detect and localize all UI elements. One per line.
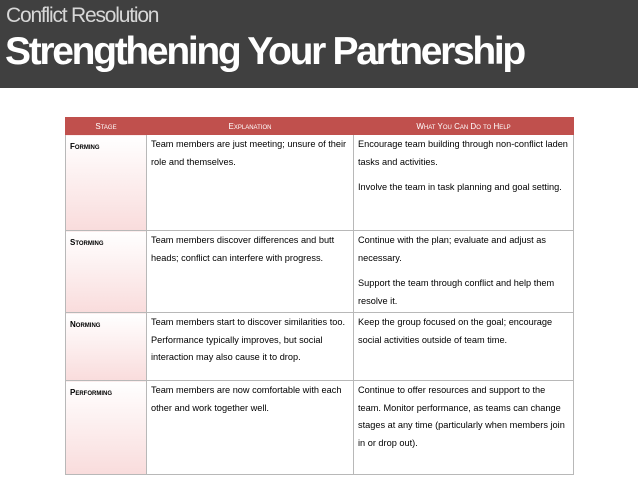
stage-cell: Storming <box>66 231 147 313</box>
stage-cell: Norming <box>66 313 147 381</box>
table-header-row <box>66 118 574 135</box>
table-row <box>66 231 574 313</box>
help-text: Encourage team building through non-conflict laden tasks and activities. <box>358 139 568 167</box>
help-cell <box>354 381 574 475</box>
explanation-cell: Team members discover differences and butt heads; conflict can interfere with progress. <box>147 231 354 313</box>
title-bar <box>0 0 638 88</box>
help-cell <box>354 135 574 231</box>
help-text: Continue with the plan; evaluate and adjust as necessary. <box>358 235 546 263</box>
table-row <box>66 135 574 231</box>
table-row <box>66 381 574 475</box>
slide-title: Strengthening Your Partnership <box>5 30 524 73</box>
help-text: Continue to offer resources and support to the team. Monitor performance, as teams can change stages at any time (particularly when members join in or drop out). <box>358 385 565 448</box>
help-text: Keep the group focused on the goal; encourage social activities outside of team time. <box>358 317 553 345</box>
explanation-cell: Team members are now comfortable with each other and work together well. <box>147 381 354 475</box>
column-header-explanation: Explanation <box>147 118 354 135</box>
team-stages-table <box>65 117 574 475</box>
stage-cell: Forming <box>66 135 147 231</box>
help-cell <box>354 231 574 313</box>
slide-supertitle: Conflict Resolution <box>6 4 159 27</box>
help-cell <box>354 313 574 381</box>
column-header-help: What You Can Do to Help <box>354 118 574 135</box>
explanation-cell: Team members start to discover similarities too. Performance typically improves, but social interaction may also cause it to drop. <box>147 313 354 381</box>
help-text: Support the team through conflict and help them resolve it. <box>358 278 555 306</box>
column-header-stage: Stage <box>66 118 147 135</box>
help-text: Involve the team in task planning and goal setting. <box>358 182 562 192</box>
stage-cell: Performing <box>66 381 147 475</box>
explanation-cell: Team members are just meeting; unsure of their role and themselves. <box>147 135 354 231</box>
table-row <box>66 313 574 381</box>
